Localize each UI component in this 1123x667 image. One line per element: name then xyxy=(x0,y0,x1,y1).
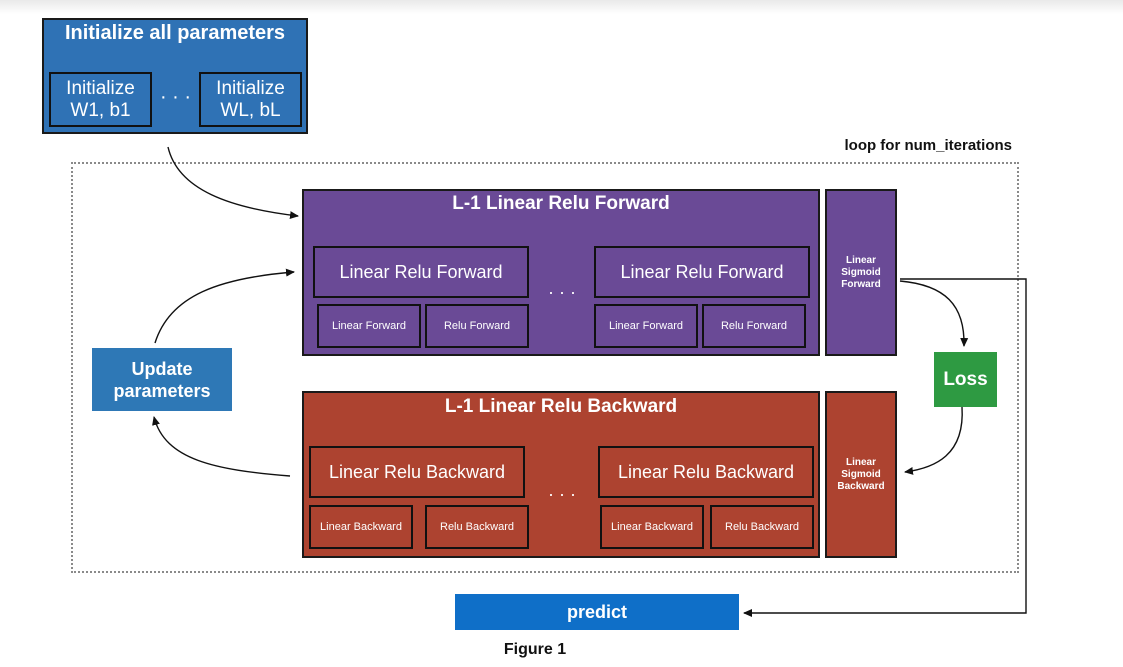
loop-label: loop for num_iterations xyxy=(844,137,1012,154)
linear-relu-backward-last: Linear Relu Backward xyxy=(598,446,814,498)
linear-relu-forward-first: Linear Relu Forward xyxy=(313,246,529,298)
predict-block: predict xyxy=(455,594,739,630)
backward-title: L-1 Linear Relu Backward xyxy=(444,396,678,417)
loss-to-backward-arrow xyxy=(905,407,962,472)
forward-ellipsis: · · · xyxy=(548,282,576,302)
relu-forward-first: Relu Forward xyxy=(425,304,529,348)
figure-caption: Figure 1 xyxy=(503,641,567,658)
linear-relu-forward-last: Linear Relu Forward xyxy=(594,246,810,298)
linear-sigmoid-backward-block: Linear Sigmoid Backward xyxy=(825,391,897,558)
initialize-wl-bl-box: Initialize WL, bL xyxy=(199,72,302,127)
relu-backward-last: Relu Backward xyxy=(710,505,814,549)
forward-title: L-1 Linear Relu Forward xyxy=(452,193,670,214)
update-to-forward-arrow xyxy=(155,272,294,343)
backward-to-update-arrow xyxy=(154,417,290,476)
forward-to-loss-arrow xyxy=(900,281,964,346)
linear-backward-first: Linear Backward xyxy=(309,505,413,549)
forward-to-predict-arrow xyxy=(744,279,1026,613)
linear-forward-first: Linear Forward xyxy=(317,304,421,348)
initialize-ellipsis: · · · xyxy=(159,86,192,108)
linear-sigmoid-forward-block: Linear Sigmoid Forward xyxy=(825,189,897,356)
loss-block: Loss xyxy=(934,352,997,407)
initialize-w1-b1-box: Initialize W1, b1 xyxy=(49,72,152,127)
linear-backward-last: Linear Backward xyxy=(600,505,704,549)
relu-forward-last: Relu Forward xyxy=(702,304,806,348)
linear-relu-backward-first: Linear Relu Backward xyxy=(309,446,525,498)
relu-backward-first: Relu Backward xyxy=(425,505,529,549)
initialize-title: Initialize all parameters xyxy=(64,22,286,44)
backward-ellipsis: · · · xyxy=(548,484,576,504)
init-to-forward-arrow xyxy=(168,147,298,216)
linear-forward-last: Linear Forward xyxy=(594,304,698,348)
update-parameters-block: Update parameters xyxy=(92,348,232,411)
